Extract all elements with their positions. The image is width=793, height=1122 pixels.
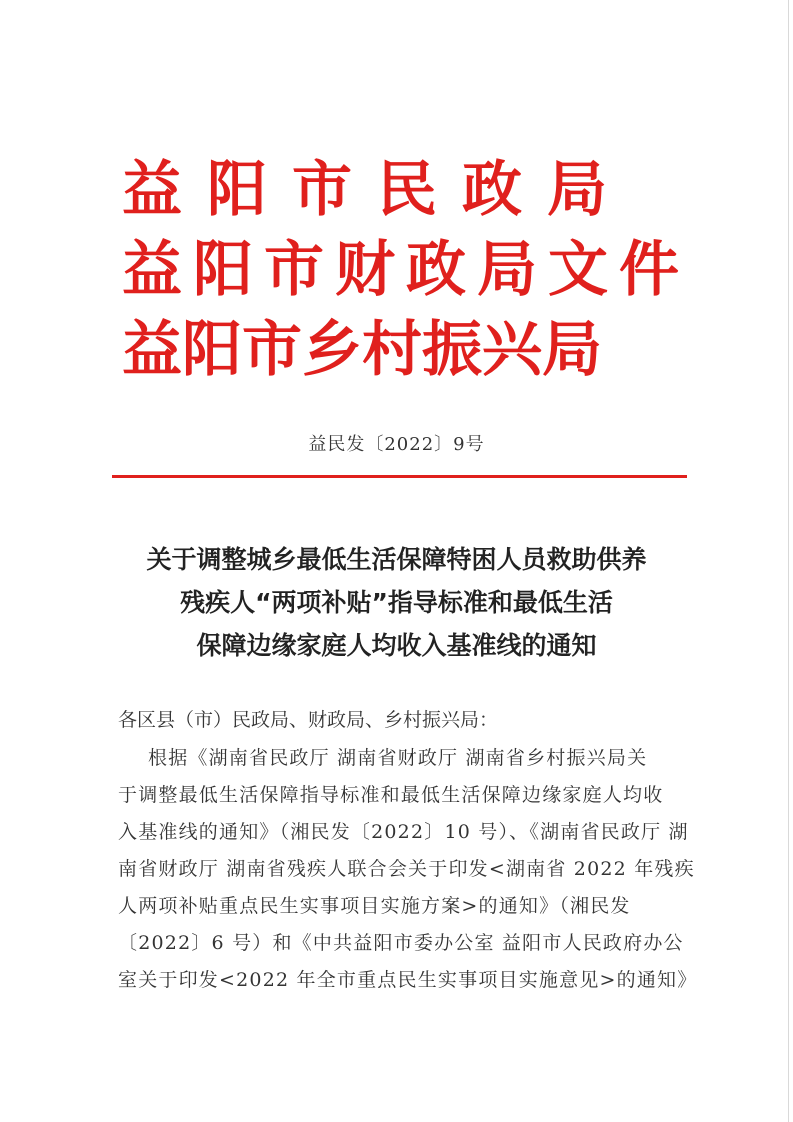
salutation: 各区县（市）民政局、财政局、乡村振兴局： <box>118 709 499 731</box>
title-line: 保障边缘家庭人均收入基准线的通知 <box>196 631 597 660</box>
document-number: 益民发〔2022〕9号 <box>308 434 485 455</box>
body-line: 南省财政厅 湖南省残疾人联合会关于印发<湖南省 2022 年残疾 <box>118 858 695 880</box>
masthead-line-rural-revitalization: 益阳市乡村振兴局 <box>122 315 602 385</box>
title-line: 关于调整城乡最低生活保障特困人员救助供养 <box>146 545 647 574</box>
body-paragraph <box>118 740 698 999</box>
masthead-line-finance: 益阳市财政局文件 <box>122 235 690 305</box>
body-line: 根据《湖南省民政厅 湖南省财政厅 湖南省乡村振兴局关 <box>148 747 648 769</box>
body-line: 〔2022〕6 号）和《中共益阳市委办公室 益阳市人民政府办公 <box>118 932 684 954</box>
body-line: 于调整最低生活保障指导标准和最低生活保障边缘家庭人均收 <box>118 784 664 806</box>
masthead-line-civil-affairs: 益阳市民政局 <box>122 155 632 225</box>
document-title <box>0 538 793 667</box>
body-line: 人两项补贴重点民生实事项目实施方案>的通知》（湘民发 <box>118 895 631 917</box>
body-line: 室关于印发<2022 年全市重点民生实事项目实施意见>的通知》 <box>118 969 698 991</box>
title-line: 残疾人“两项补贴”指导标准和最低生活 <box>180 588 613 617</box>
issuing-authorities-masthead <box>122 150 722 390</box>
body-line: 入基准线的通知》（湘民发〔2022〕10 号）、《湖南省民政厅 湖 <box>118 821 689 843</box>
red-separator-rule <box>112 475 687 478</box>
